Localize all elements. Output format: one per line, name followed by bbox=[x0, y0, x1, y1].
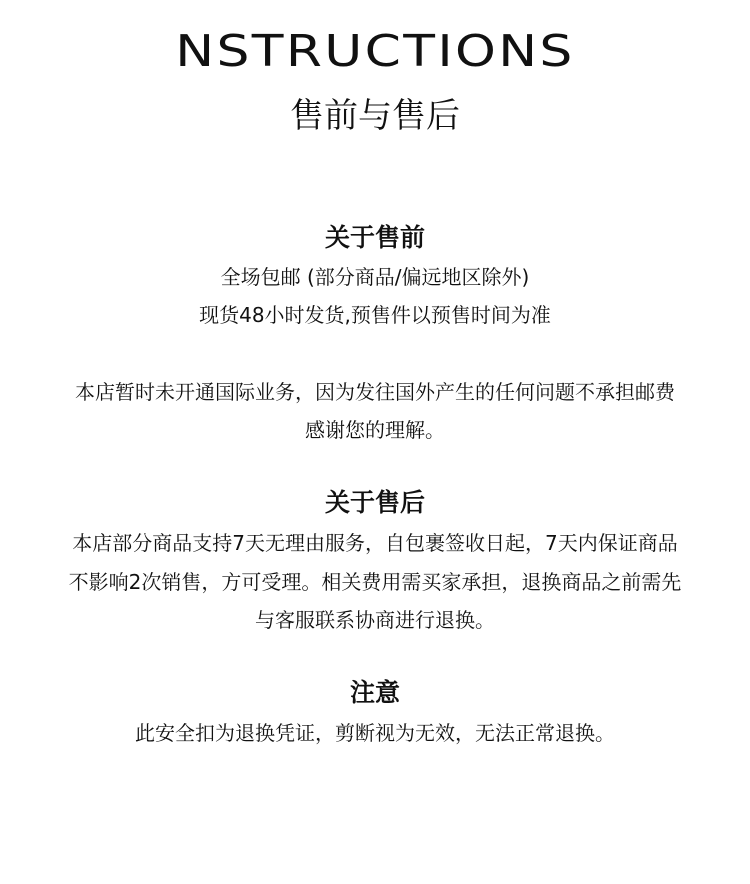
notice-heading: 注意 bbox=[349, 678, 400, 707]
aftersale-line-1: 本店部分商品支持7天无理由服务，自包裹签收日起，7天内保证商品 bbox=[72, 531, 678, 555]
presale-heading: 关于售前 bbox=[324, 223, 425, 252]
presale-line-dispatch: 现货48小时发货,预售件以预售时间为准 bbox=[199, 303, 551, 327]
presale-line-shipping: 全场包邮 (部分商品/偏远地区除外) bbox=[220, 265, 530, 289]
page-title-chinese: 售前与售后 bbox=[290, 96, 460, 136]
aftersale-line-2: 不影响2次销售，方可受理。相关费用需买家承担，退换商品之前需先 bbox=[68, 570, 682, 594]
notice-line: 此安全扣为退换凭证，剪断视为无效，无法正常退换。 bbox=[135, 721, 615, 745]
international-notice-line: 本店暂时未开通国际业务，因为发往国外产生的任何问题不承担邮费 bbox=[75, 380, 675, 404]
aftersale-heading: 关于售后 bbox=[324, 488, 425, 517]
page-title-english: NSTRUCTIONS bbox=[175, 26, 575, 77]
aftersale-line-3: 与客服联系协商进行退换。 bbox=[255, 608, 495, 632]
international-thanks-line: 感谢您的理解。 bbox=[305, 418, 445, 442]
